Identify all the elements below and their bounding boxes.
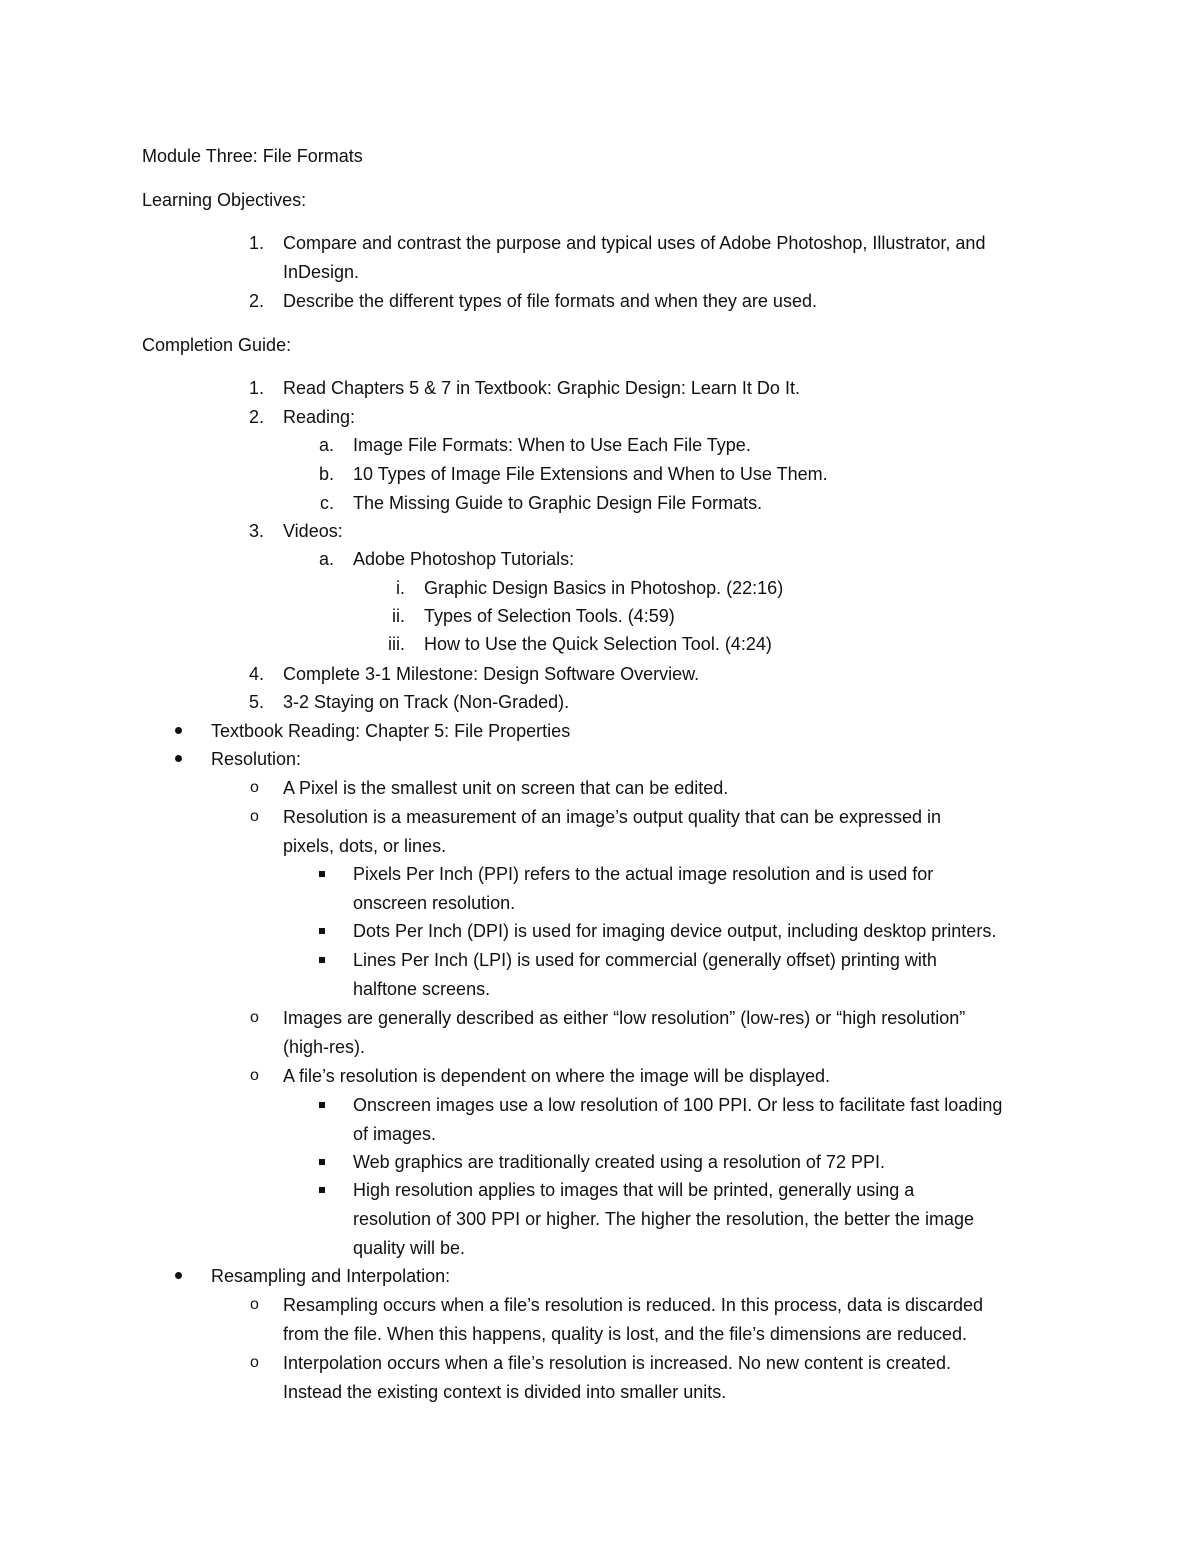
square-bullet-icon: [319, 871, 325, 877]
bullet-dot-icon: [175, 755, 182, 762]
guide-item: Adobe Photoshop Tutorials:: [353, 549, 575, 569]
guide-marker: i.: [396, 578, 405, 598]
note-text: pixels, dots, or lines.: [283, 836, 447, 856]
note-text: Resolution is a measurement of an image’s output quality that can be expressed in: [283, 807, 942, 827]
note-text: Instead the existing context is divided into smaller units.: [283, 1382, 727, 1402]
guide-marker: c.: [319, 493, 334, 513]
square-bullet-icon: [319, 1102, 325, 1108]
objective-text: Compare and contrast the purpose and typical uses of Adobe Photoshop, Illustrator, and: [283, 233, 986, 253]
bullet-dot-icon: [175, 1272, 182, 1279]
square-bullet-icon: [319, 1159, 325, 1165]
sub-bullet-marker: o: [250, 1009, 259, 1026]
sub-bullet-marker: o: [250, 1354, 259, 1371]
note-text: of images.: [353, 1124, 437, 1144]
guide-item: Videos:: [283, 521, 343, 541]
sub-bullet-marker: o: [250, 808, 259, 825]
square-bullet-icon: [319, 1187, 325, 1193]
resolution-heading: Resolution:: [211, 749, 302, 769]
note-text: Resampling occurs when a file’s resolution is reduced. In this process, data is discarded: [283, 1295, 984, 1315]
guide-item: Graphic Design Basics in Photoshop. (22:16): [424, 578, 784, 598]
bullet-dot-icon: [175, 727, 182, 734]
guide-marker: b.: [318, 464, 334, 484]
note-text: High resolution applies to images that will be printed, generally using a: [353, 1180, 915, 1200]
objective-marker: 1.: [248, 233, 264, 253]
square-bullet-icon: [319, 957, 325, 963]
note-text: from the file. When this happens, quality is lost, and the file’s dimensions are reduced.: [283, 1324, 968, 1344]
square-bullet-icon: [319, 928, 325, 934]
guide-item: 10 Types of Image File Extensions and When to Use Them.: [353, 464, 828, 484]
note-text: Dots Per Inch (DPI) is used for imaging device output, including desktop printers.: [353, 921, 997, 941]
note-text: Lines Per Inch (LPI) is used for commercial (generally offset) printing with: [353, 950, 937, 970]
objective-text: InDesign.: [283, 262, 360, 282]
textbook-note: Textbook Reading: Chapter 5: File Properties: [211, 721, 571, 741]
guide-marker: a.: [318, 435, 334, 455]
note-text: (high-res).: [283, 1037, 366, 1057]
note-text: A file’s resolution is dependent on where the image will be displayed.: [283, 1066, 831, 1086]
guide-marker: ii.: [392, 606, 405, 626]
guide-marker: 4.: [248, 664, 264, 684]
note-text: A Pixel is the smallest unit on screen that can be edited.: [283, 778, 729, 798]
guide-item: The Missing Guide to Graphic Design File Formats.: [353, 493, 763, 513]
guide-item: Types of Selection Tools. (4:59): [424, 606, 675, 626]
note-text: onscreen resolution.: [353, 893, 516, 913]
note-text: Pixels Per Inch (PPI) refers to the actual image resolution and is used for: [353, 864, 934, 884]
guide-marker: iii.: [388, 634, 405, 654]
guide-item: Complete 3-1 Milestone: Design Software Overview.: [283, 664, 700, 684]
note-text: Interpolation occurs when a file’s resolution is increased. No new content is created.: [283, 1353, 952, 1373]
sub-bullet-marker: o: [250, 1296, 259, 1313]
objective-marker: 2.: [248, 291, 264, 311]
guide-marker: 3.: [248, 521, 264, 541]
note-text: Onscreen images use a low resolution of 100 PPI. Or less to facilitate fast loading: [353, 1095, 1003, 1115]
note-text: halftone screens.: [353, 979, 491, 999]
guide-heading: Completion Guide:: [142, 335, 292, 355]
note-text: resolution of 300 PPI or higher. The higher the resolution, the better the image: [353, 1209, 975, 1229]
note-text: Web graphics are traditionally created using a resolution of 72 PPI.: [353, 1152, 885, 1172]
resampling-heading: Resampling and Interpolation:: [211, 1266, 451, 1286]
guide-item: How to Use the Quick Selection Tool. (4:24): [424, 634, 772, 654]
guide-item: 3-2 Staying on Track (Non-Graded).: [283, 692, 570, 712]
guide-item: Read Chapters 5 & 7 in Textbook: Graphic Design: Learn It Do It.: [283, 378, 800, 398]
guide-marker: 1.: [248, 378, 264, 398]
objective-text: Describe the different types of file formats and when they are used.: [283, 291, 817, 311]
objectives-heading: Learning Objectives:: [142, 190, 307, 210]
note-text: Images are generally described as either “low resolution” (low-res) or “high resolution”: [283, 1008, 966, 1028]
page-title: Module Three: File Formats: [142, 146, 363, 166]
guide-marker: 5.: [248, 692, 264, 712]
guide-item: Image File Formats: When to Use Each File Type.: [353, 435, 751, 455]
sub-bullet-marker: o: [250, 1067, 259, 1084]
guide-marker: 2.: [248, 407, 264, 427]
note-text: quality will be.: [353, 1238, 466, 1258]
guide-item: Reading:: [283, 407, 356, 427]
sub-bullet-marker: o: [250, 779, 259, 796]
guide-marker: a.: [318, 549, 334, 569]
